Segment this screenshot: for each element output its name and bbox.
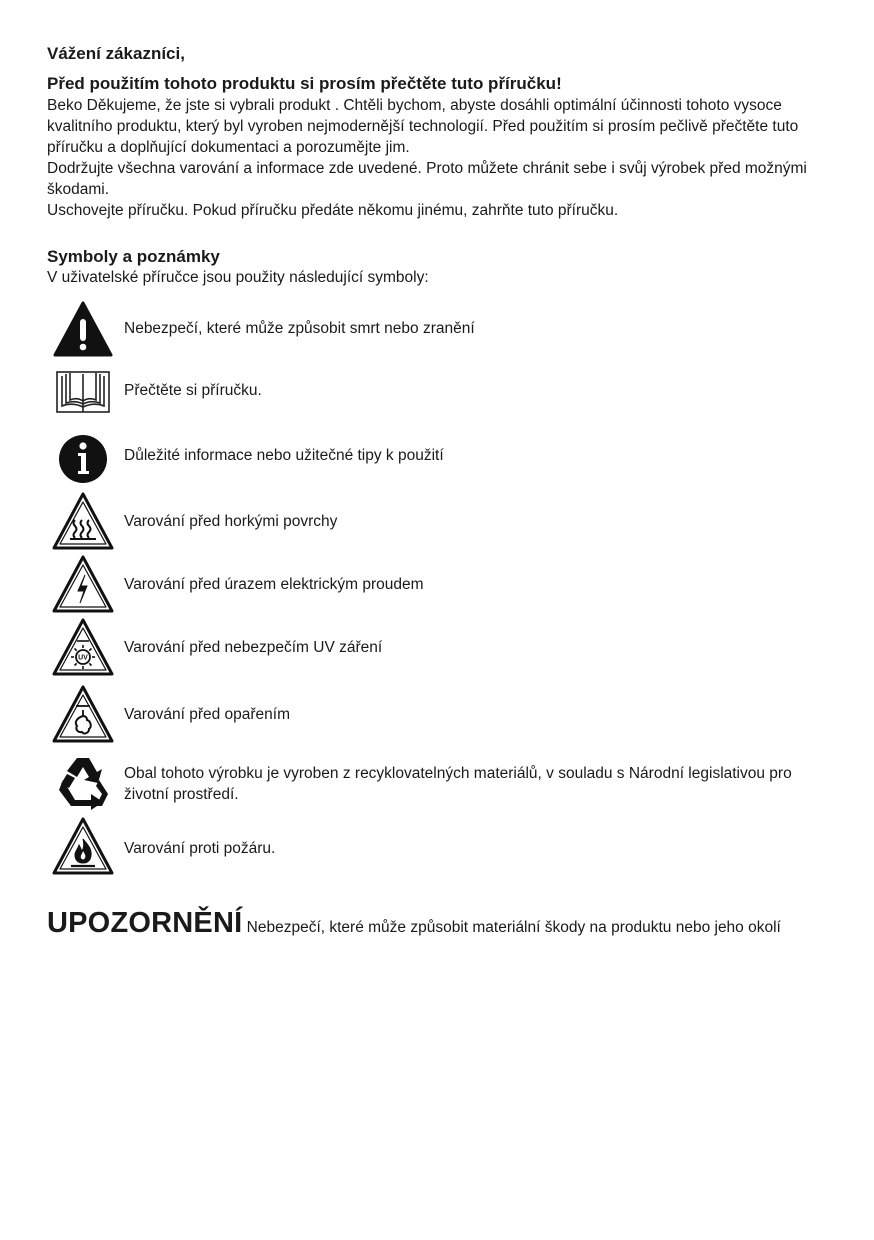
intro-paragraph: Uschovejte příručku. Pokud příručku předáte někomu jinému, zahrňte tuto příručku. (47, 202, 619, 219)
symbols-intro: V uživatelské příručce jsou použity následující symboly: (47, 269, 429, 286)
symbols-heading: Symboly a poznámky (47, 247, 220, 266)
symbol-description: Varování proti požáru. (124, 840, 276, 857)
recycle-icon (51, 750, 115, 814)
caution-notice (47, 907, 837, 939)
greeting-heading: Vážení zákazníci, (47, 44, 185, 63)
scalding-icon (51, 683, 115, 747)
symbol-description: Varování před nebezpečím UV záření (124, 639, 383, 656)
symbol-description: Přečtěte si příručku. (124, 382, 262, 399)
hot-surface-icon (51, 490, 115, 554)
symbol-description: Varování před horkými povrchy (124, 513, 338, 530)
intro-paragraph: Beko Děkujeme, že jste si vybrali produkt . Chtěli bychom, abyste dosáhli optimální účinnosti tohoto vysoce kvalitního produktu, který byl vyroben nejmodernější technologií. Před použitím si prosím pečlivě přečtěte tuto příručku a doplňující dokumentaci a porozumějte jim. (47, 97, 799, 156)
symbol-description: Důležité informace nebo užitečné tipy k použití (124, 447, 444, 464)
symbol-description: Varování před opařením (124, 706, 291, 723)
intro-text (47, 95, 837, 221)
symbol-description: Varování před úrazem elektrickým proudem (124, 576, 424, 593)
danger-icon (51, 299, 115, 363)
read-manual-notice: Před použitím tohoto produktu si prosím přečtěte tuto příručku! (47, 74, 562, 93)
symbol-description: Obal tohoto výrobku je vyroben z recyklovatelných materiálů, v souladu s Národní legislativou pro životní prostředí. (124, 765, 792, 803)
symbol-description: Nebezpečí, které může způsobit smrt nebo zranění (124, 320, 475, 337)
info-icon (51, 427, 115, 491)
uv-label: UV (78, 654, 88, 662)
fire-icon (51, 815, 115, 879)
electric-shock-icon (51, 553, 115, 617)
intro-paragraph: Dodržujte všechna varování a informace zde uvedené. Proto můžete chránit sebe i svůj výrobek před možnými škodami. (47, 160, 807, 198)
caution-label: UPOZORNĚNÍ (47, 907, 243, 939)
uv-radiation-icon (51, 616, 115, 680)
manual-book-icon (51, 360, 115, 424)
caution-text: Nebezpečí, které může způsobit materiální škody na produktu nebo jeho okolí (242, 919, 781, 936)
